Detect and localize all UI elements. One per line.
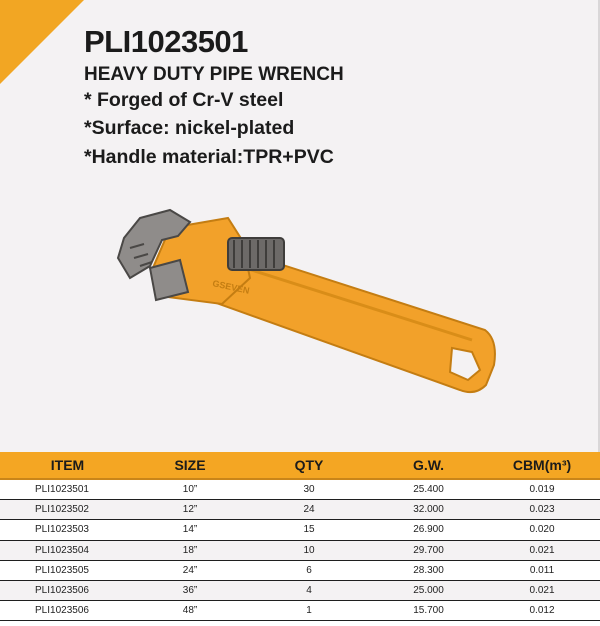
cell-cbm: 0.019 xyxy=(484,479,600,500)
cell-item: PLI1023501 xyxy=(0,479,135,500)
table-row xyxy=(0,479,600,500)
cell-size: 48” xyxy=(135,601,245,621)
column-header-qty: QTY xyxy=(245,452,373,479)
table-row xyxy=(0,580,600,600)
cell-item: PLI1023504 xyxy=(0,540,135,560)
cell-cbm: 0.021 xyxy=(484,540,600,560)
corner-accent xyxy=(0,0,84,84)
cell-cbm: 0.020 xyxy=(484,520,600,540)
column-header-size: SIZE xyxy=(135,452,245,479)
table-row xyxy=(0,520,600,540)
cell-qty: 15 xyxy=(245,520,373,540)
specs-table xyxy=(0,452,600,621)
cell-item: PLI1023505 xyxy=(0,560,135,580)
cell-gw: 25.400 xyxy=(373,479,484,500)
feature-item: * Forged of Cr-V steel xyxy=(84,89,284,111)
cell-size: 24” xyxy=(135,560,245,580)
product-name: HEAVY DUTY PIPE WRENCH xyxy=(84,64,344,85)
table-header-row xyxy=(0,452,600,479)
cell-qty: 10 xyxy=(245,540,373,560)
cell-gw: 29.700 xyxy=(373,540,484,560)
cell-qty: 6 xyxy=(245,560,373,580)
table-row xyxy=(0,540,600,560)
cell-item: PLI1023503 xyxy=(0,520,135,540)
table-row xyxy=(0,601,600,621)
cell-size: 36” xyxy=(135,580,245,600)
cell-gw: 15.700 xyxy=(373,601,484,621)
cell-gw: 28.300 xyxy=(373,560,484,580)
cell-gw: 32.000 xyxy=(373,500,484,520)
cell-qty: 1 xyxy=(245,601,373,621)
cell-size: 12” xyxy=(135,500,245,520)
column-header-item: ITEM xyxy=(0,452,135,479)
cell-qty: 30 xyxy=(245,479,373,500)
cell-gw: 26.900 xyxy=(373,520,484,540)
pipe-wrench-image xyxy=(100,200,520,400)
cell-cbm: 0.021 xyxy=(484,580,600,600)
cell-size: 14” xyxy=(135,520,245,540)
cell-size: 18” xyxy=(135,540,245,560)
cell-item: PLI1023502 xyxy=(0,500,135,520)
cell-qty: 24 xyxy=(245,500,373,520)
feature-item: *Surface: nickel-plated xyxy=(84,117,295,139)
column-header-cbm: CBM(m³) xyxy=(484,452,600,479)
product-model: PLI1023501 xyxy=(84,24,248,59)
cell-cbm: 0.023 xyxy=(484,500,600,520)
table-row xyxy=(0,560,600,580)
cell-gw: 25.000 xyxy=(373,580,484,600)
brand-mark: GSEVEN xyxy=(211,278,251,296)
cell-item: PLI1023506 xyxy=(0,601,135,621)
cell-cbm: 0.011 xyxy=(484,560,600,580)
table-row xyxy=(0,500,600,520)
cell-size: 10” xyxy=(135,479,245,500)
column-header-gw: G.W. xyxy=(373,452,484,479)
cell-cbm: 0.012 xyxy=(484,601,600,621)
feature-item: *Handle material:TPR+PVC xyxy=(84,146,334,168)
cell-qty: 4 xyxy=(245,580,373,600)
cell-item: PLI1023506 xyxy=(0,580,135,600)
